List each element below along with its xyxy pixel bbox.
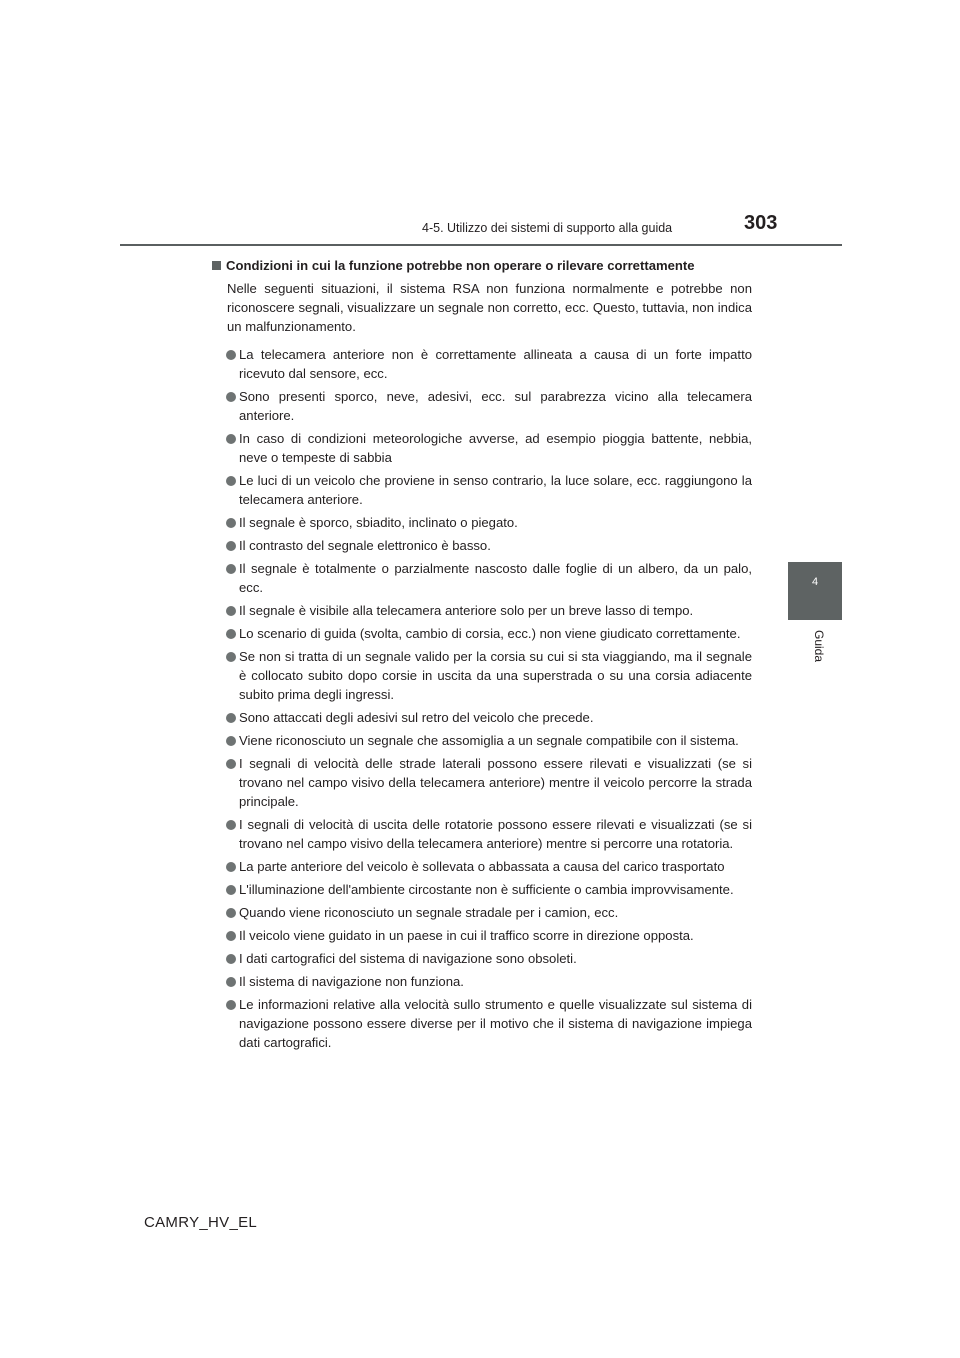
circle-bullet-icon	[226, 476, 236, 486]
list-item	[212, 513, 752, 532]
list-item	[212, 949, 752, 968]
section-title: 4-5. Utilizzo dei sistemi di supporto alla guida	[422, 221, 673, 235]
list-item	[212, 857, 752, 876]
list-item-text: La parte anteriore del veicolo è sollevata o abbassata a causa del carico trasportato	[239, 859, 725, 874]
list-item	[212, 926, 752, 945]
square-bullet-icon	[212, 261, 221, 270]
chapter-number: 4	[811, 576, 819, 588]
page-number: 303	[744, 212, 778, 234]
circle-bullet-icon	[226, 392, 236, 402]
list-item	[212, 903, 752, 922]
list-item-text: I dati cartografici del sistema di navigazione sono obsoleti.	[239, 951, 577, 966]
circle-bullet-icon	[226, 629, 236, 639]
list-item-text: Le informazioni relative alla velocità sullo strumento e quelle visualizzate sul sistema di navigazione possono essere diverse per il motivo che il sistema di navigazione impiega dati cartografici.	[239, 997, 752, 1050]
list-item	[212, 754, 752, 811]
circle-bullet-icon	[226, 350, 236, 360]
header-divider	[120, 244, 842, 246]
list-item-text: Se non si tratta di un segnale valido per la corsia su cui si sta viaggiando, ma il segnale è collocato subito dopo corsie in uscita da una superstrada o su una corsia adiacente subito prima degli ingressi.	[239, 649, 752, 702]
circle-bullet-icon	[226, 862, 236, 872]
model-code: CAMRY_HV_EL	[144, 1214, 258, 1231]
list-item-text: La telecamera anteriore non è correttamente allineata a causa di un forte impatto ricevuto dal sensore, ecc.	[239, 347, 752, 381]
list-item	[212, 647, 752, 704]
list-item-text: Il contrasto del segnale elettronico è basso.	[239, 538, 491, 553]
list-item	[212, 880, 752, 899]
list-item	[212, 972, 752, 991]
circle-bullet-icon	[226, 954, 236, 964]
list-item	[212, 815, 752, 853]
circle-bullet-icon	[226, 541, 236, 551]
list-item-text: I segnali di velocità di uscita delle rotatorie possono essere rilevati e visualizzati (se si trovano nel campo visivo della telecamera anteriore) mentre si percorre una rotatoria.	[239, 817, 752, 851]
section-heading	[212, 256, 752, 275]
list-item-text: Le luci di un veicolo che proviene in senso contrario, la luce solare, ecc. raggiungono la telecamera anteriore.	[239, 473, 752, 507]
list-item	[212, 995, 752, 1052]
list-item-text: In caso di condizioni meteorologiche avverse, ad esempio pioggia battente, nebbia, neve o tempeste di sabbia	[239, 431, 752, 465]
list-item	[212, 387, 752, 425]
list-item	[212, 624, 752, 643]
list-item	[212, 559, 752, 597]
circle-bullet-icon	[226, 434, 236, 444]
list-item	[212, 731, 752, 750]
circle-bullet-icon	[226, 931, 236, 941]
list-item	[212, 536, 752, 555]
circle-bullet-icon	[226, 908, 236, 918]
list-item-text: I segnali di velocità delle strade laterali possono essere rilevati e visualizzati (se si trovano nel campo visivo della telecamera anteriore) mentre il veicolo percorre la strada principale.	[239, 756, 752, 809]
list-item	[212, 708, 752, 727]
condition-list	[212, 345, 752, 1052]
circle-bullet-icon	[226, 759, 236, 769]
list-item-text: Il segnale è visibile alla telecamera anteriore solo per un breve lasso di tempo.	[239, 603, 694, 618]
list-item-text: Il segnale è sporco, sbiadito, inclinato o piegato.	[239, 515, 518, 530]
circle-bullet-icon	[226, 977, 236, 987]
intro-paragraph: Nelle seguenti situazioni, il sistema RSA non funziona normalmente e potrebbe non riconoscere segnali, visualizzare un segnale non corretto, ecc. Questo, tuttavia, non indica un malfunzionamento.	[227, 281, 752, 334]
chapter-label: Guida	[812, 630, 826, 663]
list-item-text: Sono attaccati degli adesivi sul retro del veicolo che precede.	[239, 710, 594, 725]
circle-bullet-icon	[226, 518, 236, 528]
list-item-text: Lo scenario di guida (svolta, cambio di corsia, ecc.) non viene giudicato correttamente.	[239, 626, 741, 641]
circle-bullet-icon	[226, 1000, 236, 1010]
circle-bullet-icon	[226, 713, 236, 723]
list-item	[212, 471, 752, 509]
list-item-text: Viene riconosciuto un segnale che assomiglia a un segnale compatibile con il sistema.	[239, 733, 739, 748]
list-item-text: Il veicolo viene guidato in un paese in cui il traffico scorre in direzione opposta.	[239, 928, 694, 943]
list-item-text: Sono presenti sporco, neve, adesivi, ecc. sul parabrezza vicino alla telecamera anteriore.	[239, 389, 752, 423]
list-item	[212, 345, 752, 383]
circle-bullet-icon	[226, 564, 236, 574]
circle-bullet-icon	[226, 652, 236, 662]
list-item	[212, 601, 752, 620]
circle-bullet-icon	[226, 885, 236, 895]
circle-bullet-icon	[226, 820, 236, 830]
list-item-text: Il sistema di navigazione non funziona.	[239, 974, 464, 989]
circle-bullet-icon	[226, 606, 236, 616]
chapter-tab	[788, 562, 842, 620]
list-item-text: Il segnale è totalmente o parzialmente nascosto dalle foglie di un albero, da un palo, ecc.	[239, 561, 752, 595]
main-content	[212, 256, 752, 1056]
list-item-text: Quando viene riconosciuto un segnale stradale per i camion, ecc.	[239, 905, 619, 920]
circle-bullet-icon	[226, 736, 236, 746]
section-heading-text: Condizioni in cui la funzione potrebbe non operare o rilevare correttamente	[226, 258, 695, 273]
list-item-text: L'illuminazione dell'ambiente circostante non è sufficiente o cambia improvvisamente.	[239, 882, 734, 897]
list-item	[212, 429, 752, 467]
